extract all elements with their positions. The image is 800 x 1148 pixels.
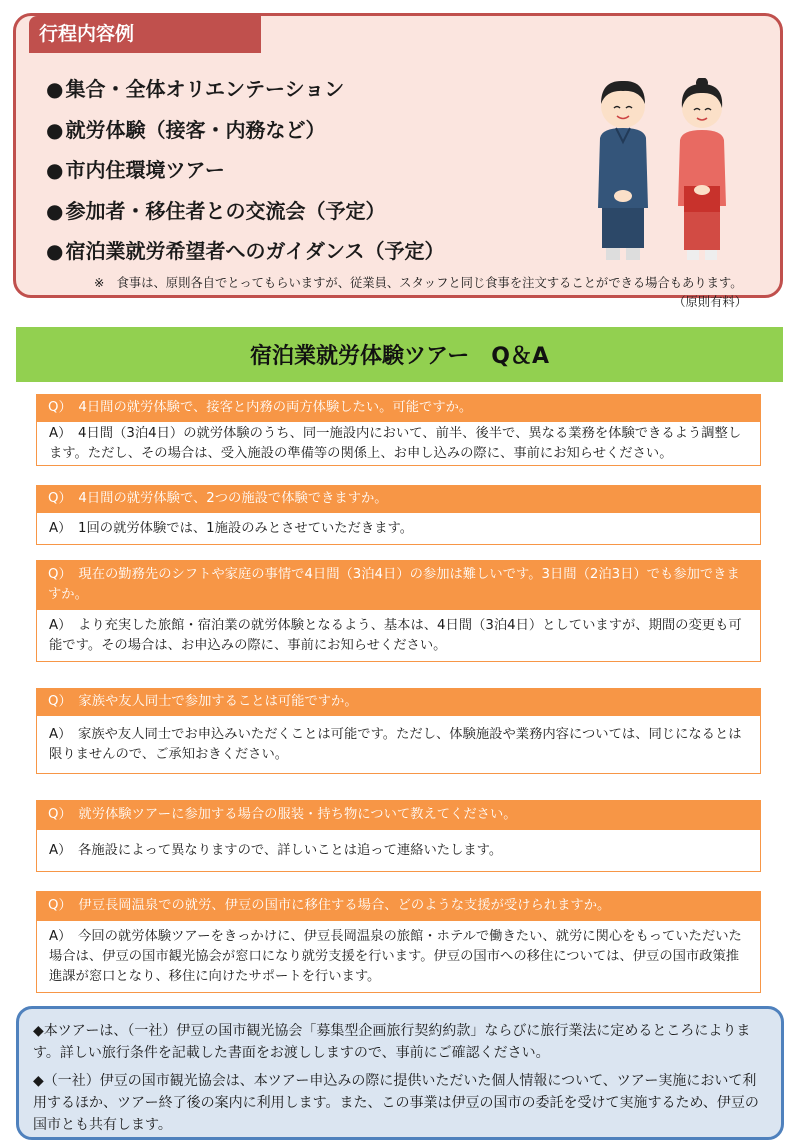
staff-illustration — [588, 78, 738, 268]
qa-item — [36, 891, 761, 993]
qa-item — [36, 688, 761, 774]
meal-note: ※ 食事は、原則各自でとってもらいますが、従業員、スタッフと同じ食事を注文することができる場合もあります。 — [94, 276, 743, 290]
notice-box — [16, 1006, 784, 1140]
answer: A） 今回の就労体験ツアーをきっかけに、伊豆長岡温泉の旅館・ホテルで働きたい、就労に関心をもっていただいた場合は、伊豆の国市観光協会が窓口になり就労支援を行います。伊豆の国市への移住については、伊豆の国市政策推進課が窓口となり、移住に向けたサポートを行います。 — [36, 921, 761, 993]
meal-note-cost: （原則有料） — [673, 295, 747, 309]
question: Q） 就労体験ツアーに参加する場合の服装・持ち物について教えてください。 — [36, 800, 761, 830]
bullet-icon: ● — [46, 158, 64, 182]
question: Q） 伊豆長岡温泉での就労、伊豆の国市に移住する場合、どのような支援が受けられますか。 — [36, 891, 761, 921]
bullet-icon: ● — [46, 239, 64, 263]
question: Q） 家族や友人同士で参加することは可能ですか。 — [36, 688, 761, 716]
list-item: ● 参加者・移住者との交流会（予定） — [46, 198, 386, 223]
itinerary-box — [13, 13, 783, 309]
notice-privacy: ◆（一社）伊豆の国市観光協会は、本ツアー申込みの際に提供いただいた個人情報について、ツアー実施において利用するほか、ツアー終了後の案内に利用します。また、この事業は伊豆の国市の委託を受けて実施するため、伊豆の国市とも共有します。 — [33, 1073, 759, 1133]
list-item: ● 市内住環境ツアー — [46, 158, 225, 182]
question: Q） 4日間の就労体験で、2つの施設で体験できますか。 — [36, 485, 761, 513]
female-staff-icon — [678, 78, 726, 260]
qa-item — [36, 485, 761, 545]
male-staff-icon — [598, 81, 648, 260]
list-item: ● 宿泊業就労希望者へのガイダンス（予定） — [46, 239, 445, 263]
question: Q） 4日間の就労体験で、接客と内務の両方体験したい。可能ですか。 — [36, 394, 761, 422]
itinerary-title: 行程内容例 — [29, 16, 261, 53]
answer: A） 4日間（3泊4日）の就労体験のうち、同一施設内において、前半、後半で、異なる業務を体験できるよう調整します。ただし、その場合は、受入施設の準備等の関係上、お申し込みの際に、事前にお知らせください。 — [36, 422, 761, 466]
question: Q） 現在の勤務先のシフトや家庭の事情で4日間（3泊4日）の参加は難しいです。3日間（2泊3日）でも参加できますか。 — [36, 560, 761, 610]
bullet-icon: ● — [46, 77, 64, 101]
list-item: ● 集合・全体オリエンテーション — [46, 77, 345, 101]
qa-item — [36, 800, 761, 872]
bullet-icon: ● — [46, 198, 64, 223]
answer: A） 1回の就労体験では、1施設のみとさせていただきます。 — [36, 513, 761, 545]
itinerary-list — [46, 73, 444, 276]
answer: A） より充実した旅館・宿泊業の就労体験となるよう、基本は、4日間（3泊4日）としていますが、期間の変更も可能です。その場合は、お申込みの際に、事前にお知らせください。 — [36, 610, 761, 662]
answer: A） 家族や友人同士でお申込みいただくことは可能です。ただし、体験施設や業務内容については、同じになるとは限りませんので、ご承知おきください。 — [36, 716, 761, 774]
bullet-icon: ● — [46, 117, 64, 142]
qa-item — [36, 394, 761, 466]
answer: A） 各施設によって異なりますので、詳しいことは追って連絡いたします。 — [36, 830, 761, 872]
qa-title: 宿泊業就労体験ツアー Q＆A — [16, 327, 783, 382]
notice-terms: ◆本ツアーは、（一社）伊豆の国市観光協会「募集型企画旅行契約約款」ならびに旅行業法に定めるところによります。詳しい旅行条件を記載した書面をお渡ししますので、事前にご確認ください。 — [33, 1023, 751, 1061]
qa-item — [36, 560, 761, 662]
list-item: ● 就労体験（接客・内務など） — [46, 117, 326, 142]
